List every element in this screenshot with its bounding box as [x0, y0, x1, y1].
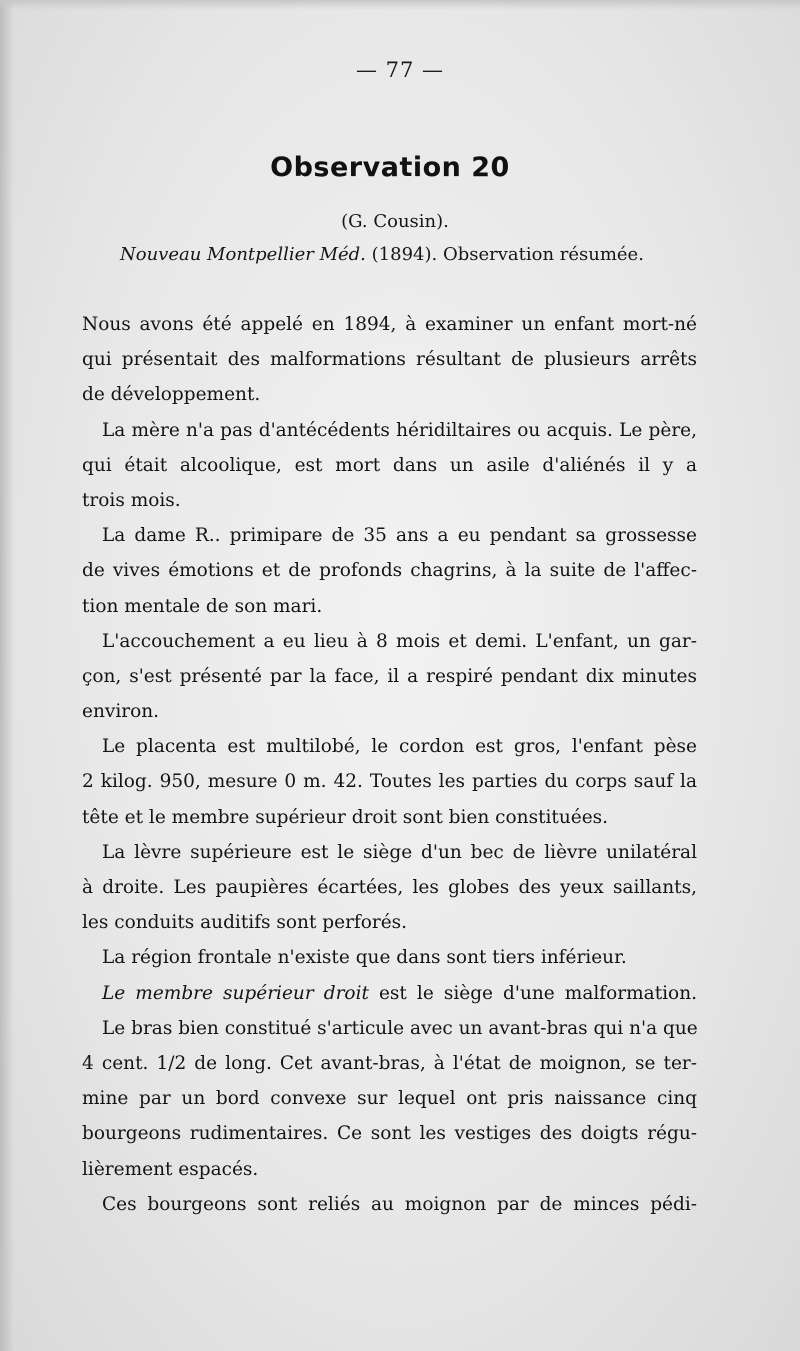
text-line: Le placenta est multilobé, le cordon est gros, l'enfant pèse: [102, 736, 697, 758]
text-line: tion mentale de son mari.: [82, 595, 323, 617]
text-line: environ.: [82, 701, 160, 723]
observation-heading: Observation 20: [270, 152, 510, 183]
text-line: qui était alcoolique, est mort dans un asile d'aliénés il y a: [82, 454, 697, 476]
text-line: Le membre supérieur droit est le siège d'une malformation.: [102, 982, 697, 1004]
text-line: trois mois.: [82, 489, 181, 511]
text-line: de vives émotions et de profonds chagrins, à la suite de l'affec-: [82, 560, 697, 582]
body-text: [82, 307, 697, 1222]
text-line: à droite. Les paupières écartées, les globes des yeux saillants,: [82, 877, 697, 898]
source-rest: (1894). Observation résumée.: [371, 244, 644, 265]
source-line: [120, 244, 690, 265]
text-line: lièrement espacés.: [82, 1158, 259, 1180]
text-line: La région frontale n'existe que dans sont tiers inférieur.: [102, 947, 627, 969]
page-shadow-left: [0, 0, 14, 1351]
page-shadow-top: [0, 0, 800, 10]
text-line: Nous avons été appelé en 1894, à examiner un enfant mort-né: [82, 314, 697, 335]
page-number: — 77 —: [355, 58, 445, 82]
journal-title: Nouveau Montpellier Méd.: [120, 244, 366, 265]
text-line: mine par un bord convexe sur lequel ont pris naissance cinq: [82, 1088, 697, 1110]
text-line: çon, s'est présenté par la face, il a respiré pendant dix minutes: [82, 665, 697, 687]
text-line: 4 cent. 1/2 de long. Cet avant-bras, à l'état de moignon, se ter-: [82, 1052, 697, 1074]
text-line: La lèvre supérieure est le siège d'un bec de lièvre unilatéral: [102, 841, 697, 863]
text-line: de développement.: [82, 384, 261, 406]
text-line: 2 kilog. 950, mesure 0 m. 42. Toutes les parties du corps sauf la: [82, 771, 697, 793]
text-line: L'accouchement a eu lieu à 8 mois et demi. L'enfant, un gar-: [102, 630, 697, 652]
text-line: Le bras bien constitué s'articule avec un avant-bras qui n'a que: [102, 1017, 698, 1039]
text-line: les conduits auditifs sont perforés.: [82, 912, 408, 934]
author-line: (G. Cousin).: [341, 211, 449, 232]
text-line: tête et le membre supérieur droit sont bien constituées.: [82, 806, 609, 828]
text-line: La mère n'a pas d'antécédents héridiltaires ou acquis. Le père,: [102, 419, 697, 441]
text-line: Ces bourgeons sont reliés au moignon par de minces pédi-: [102, 1193, 697, 1215]
text-line: qui présentait des malformations résultant de plusieurs arrêts: [82, 349, 697, 371]
text-line: bourgeons rudimentaires. Ce sont les vestiges des doigts régu-: [82, 1123, 697, 1145]
text-line: La dame R.. primipare de 35 ans a eu pendant sa grossesse: [102, 525, 697, 547]
